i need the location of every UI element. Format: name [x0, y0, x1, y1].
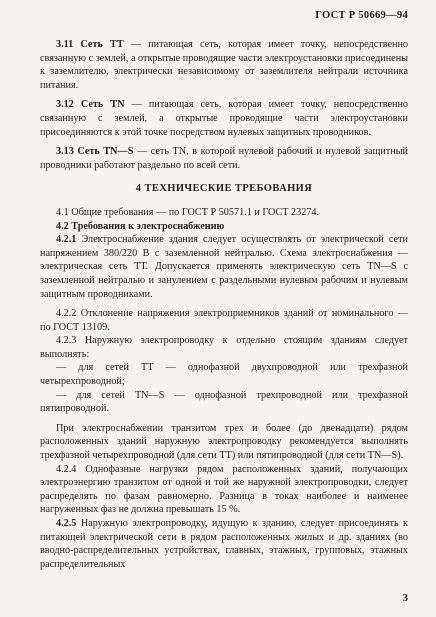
clause-number: 4.2.5	[56, 518, 77, 529]
document-body	[40, 38, 408, 571]
term-label: 3.12 Сеть ТN	[56, 99, 125, 111]
clause-text: Электроснабжение здания следует осуществлять от электрической сети напряжением 380/220 В с заземленной нейтралью. Схема электроснабжения — электрическая сеть ТТ. Допускается применять электрическую сеть ТN—S с заземленной нейтралью и занулением с раздельными нулевым рабочим и нулевым защитным проводниками.	[40, 234, 408, 300]
clause-number: 4.2.2	[56, 308, 77, 320]
clause-4-2-1	[40, 233, 408, 301]
list-item-tt: — для сетей ТТ — однофазной двухпроводной или трехфазной четырехпроводной;	[40, 362, 408, 388]
clause-text: Отклонение напряжения электроприемников зданий от номинального — по ГОСТ 13109.	[40, 308, 408, 333]
list-item-tns: — для сетей ТN—S — однофазной трехпроводной или трехфазной пятипроводной.	[40, 389, 408, 415]
clause-4-2-4	[40, 463, 408, 517]
clause-text: Однофазные нагрузки рядом расположенных зданий, получающих электроэнергию транзитом от одной и той же наружной электропроводки, следует распределять по фазам равномерно. Разница в токах наиболее и наименее нагруженных фаз не должна превышать 15 %.	[40, 463, 408, 516]
paragraph-3-11	[40, 38, 408, 92]
clause-text: Наружную электропроводку, идущую к зданию, следует присоединять к питающей электрической сети в рядом расположенных жилых и др. зданиях (во вводно-распределительных устройствах, главных, этажных, групповых, этажных распределительных	[40, 518, 408, 570]
page-header: ГОСТ Р 50669—94	[315, 10, 408, 21]
clause-title: 4.2 Требования к электроснабжению	[56, 220, 225, 232]
term-label: 3.11 Сеть ТТ	[56, 39, 124, 50]
paragraph-text: — питающая сеть, которая имеет точку, непосредственно связанную с землей, а открытые проводящие части электроустановки присоединены к заземлителю, электрически независимому от заземлителя нейтрали источника питания.	[40, 39, 408, 91]
term-label: 3.13 Сеть ТN—S	[56, 146, 134, 158]
clause-number: 4.2.4	[56, 463, 77, 475]
paragraph-text: — сеть ТN, в которой нулевой рабочий и нулевой защитный проводники работают раздельно по всей сети.	[40, 146, 409, 171]
paragraph-3-13	[40, 145, 408, 172]
paragraph-text: — питающая сеть, которая имеет точку, непосредственно связанную с землей, а открытые проводящие части электроустановки присоединяются к этой точке посредством нулевых защитных проводников.	[40, 99, 408, 138]
clause-4-2-2	[40, 307, 408, 334]
clause-4-2-3	[40, 334, 408, 361]
clause-4-2-5	[40, 517, 408, 571]
clause-text: Наружную электропроводку к отдельно стоящим зданиям следует выполнять:	[40, 335, 408, 360]
section-title: 4 ТЕХНИЧЕСКИЕ ТРЕБОВАНИЯ	[135, 183, 313, 195]
clause-4-1: 4.1 Общие требования — по ГОСТ Р 50571.1 и ГОСТ 23274.	[56, 206, 320, 218]
paragraph-3-12	[40, 98, 408, 139]
clause-number: 4.2.3	[56, 335, 77, 347]
transit-paragraph: При электроснабжении транзитом трех и более (до двенадцати) рядом расположенных зданий наружную электропроводку рекомендуется выполнять трехфазной четырехпроводной (для сети ТТ) или пятипроводной (для сети ТN—S).	[40, 422, 408, 462]
page-number: 3	[402, 592, 408, 604]
clause-4-2-title	[40, 220, 408, 234]
clause-number: 4.2.1	[56, 234, 77, 246]
